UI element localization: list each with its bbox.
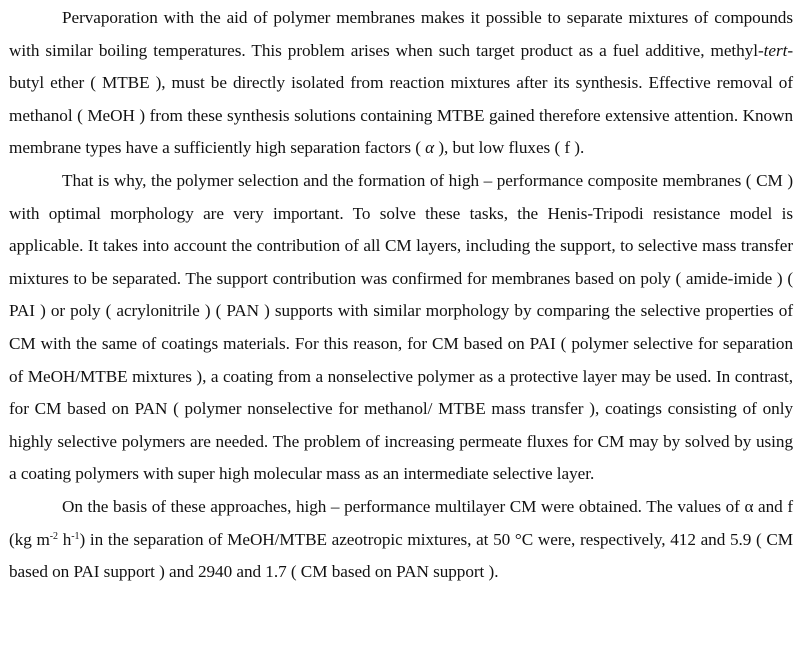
- paragraph-1: [9, 2, 793, 165]
- text-segment: On the basis of these approaches, high – performance multilayer CM were obtained. The values of α and f (kg m: [9, 496, 793, 549]
- text-segment: -butyl ether ( MTBE ), must be directly isolated from reaction mixtures after its synthesis. Effective removal of methanol ( MeOH ) from these synthesis solutions containing MTBE gained therefore extensive attention. Known membrane types have a sufficiently high separation factors (: [9, 40, 793, 158]
- text-segment: h: [58, 529, 72, 549]
- text-segment: Pervaporation with the aid of polymer membranes makes it possible to separate mixtures of compounds with similar boiling temperatures. This problem arises when such target product as a fuel additive, methyl-: [9, 8, 793, 60]
- paragraph-3: [9, 491, 793, 589]
- superscript: -2: [49, 530, 59, 542]
- superscript: -1: [71, 530, 80, 542]
- text-segment: ), but low fluxes ( f ).: [434, 138, 585, 158]
- paragraph-2: [9, 165, 793, 491]
- text-segment-italic: tert: [763, 40, 788, 60]
- text-segment: ) in the separation of MeOH/MTBE azeotropic mixtures, at 50 °C were, respectively, 412 and 5.9 ( CM based on PAI support ) and 2940 and 1.7 ( CM based on PAN support ).: [9, 529, 793, 582]
- abstract-body: [9, 2, 793, 589]
- text-segment-italic: α: [425, 138, 435, 158]
- text-segment: That is why, the polymer selection and the formation of high – performance composite membranes ( CM ) with optimal morphology are very important. To solve these tasks, the Henis-Tripodi resistance model is applicable. It takes into account the contribution of all CM layers, including the support, to selective mass transfer mixtures to be separated. The support contribution was confirmed for membranes based on poly ( amide-imide ) ( PAI ) or poly ( acrylonitrile ) ( PAN ) supports with similar morphology by comparing the selective properties of CM with the same of coatings materials. For this reason, for CM based on PAI ( polymer selective for separation of MeOH/MTBE mixtures ), a coating from a nonselective polymer as a protective layer may be used. In contrast, for CM based on PAN ( polymer nonselective for methanol/ MTBE mass transfer ), coatings consisting of only highly selective polymers are needed. The problem of increasing permeate fluxes for CM may by solved by using a coating polymers with super high molecular mass as an intermediate selective layer.: [9, 170, 793, 484]
